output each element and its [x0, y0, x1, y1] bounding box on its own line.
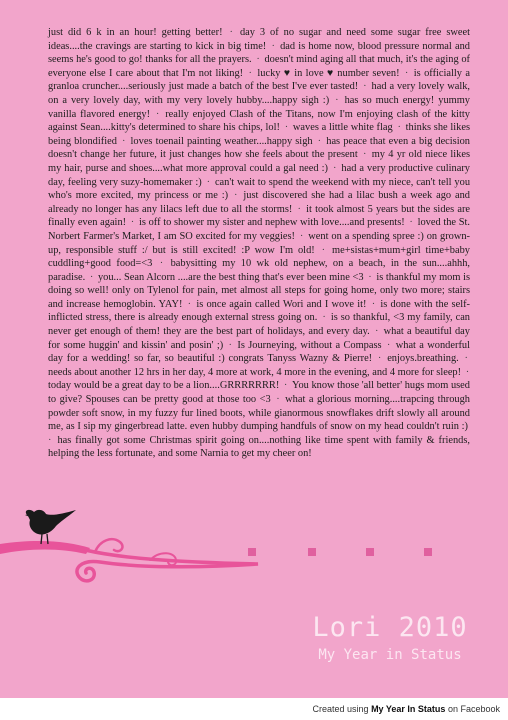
decorative-dot — [424, 548, 432, 556]
status-update: waves a little white flag — [292, 122, 393, 134]
status-separator: · — [359, 149, 370, 161]
status-update: loves toenail painting weather....happy sigh — [130, 135, 313, 147]
page-title: Lori 2010 — [312, 612, 468, 643]
swirl-branch — [0, 544, 258, 581]
status-separator: · — [331, 94, 343, 106]
status-separator: · — [225, 339, 236, 351]
status-update: Is Journeying, without a Compass — [237, 339, 382, 351]
status-separator: · — [184, 298, 195, 310]
status-update: went on a spending spree :) on grown-up, responsible stuff :/ but is still excited! :P wow I'm old! — [48, 230, 471, 256]
status-update: is so thankful, <3 my family, can never get enough of them! they are the best part of holidays, and every day. — [48, 312, 471, 338]
status-update: you... Sean Alcorn ....are the best thing that's ever been mine <3 — [97, 271, 364, 283]
status-update: is officially a granloa cruncher....seriously just made a batch of the best I've ever tasted! — [48, 67, 470, 93]
status-separator: · — [360, 81, 370, 93]
status-update: it took almost 5 years but the sides are finally even again! — [48, 203, 471, 229]
status-separator: · — [314, 135, 325, 147]
status-update: just discovered she had a lilac bush a week ago and already no longer has any lilacs left due to all the storms! — [48, 190, 471, 215]
status-update: had a very productive culinary day, feeling very suzy-homemaker :) — [48, 162, 471, 188]
status-separator: · — [48, 434, 56, 446]
status-update: lucky ♥ in love ♥ number seven! — [257, 67, 400, 79]
status-update: is thankful my mom is doing so well! only on Tylenol for pain, met almost all steps for going home, only two more; stairs and increase hemoglobin. YAY! — [48, 271, 470, 310]
status-update: enjoys.breathing. — [387, 353, 459, 365]
status-update: what a glorious morning....trapcing through powder soft snow, in my fuzzy fur lined boots, while gianormous snowflakes drift slowly all around me, as I sip my gingerbread latte. even hubby dumping handfuls of snow on my head couldn't ruin :) — [48, 394, 471, 433]
status-separator: · — [319, 312, 329, 324]
status-update: me+sistas+mum+girl time+baby cuddling+good food=<3 — [48, 244, 471, 270]
branch-curl-top — [95, 539, 122, 552]
status-separator: · — [329, 162, 340, 174]
footer-prefix: Created using — [312, 704, 369, 714]
status-separator: · — [118, 135, 129, 147]
status-update: is off to shower my sister and nephew with love....and presents! — [138, 217, 405, 229]
footer-suffix: on Facebook — [447, 704, 500, 714]
status-update: what a wonderful day for a wedding! so far, so beautiful :) congrats Tanyss Wazny & Pierre! — [48, 339, 470, 365]
bird-icon — [25, 510, 76, 544]
footer — [0, 698, 508, 720]
status-separator: · — [281, 380, 290, 392]
branch-fill — [0, 541, 90, 554]
status-separator: · — [128, 217, 137, 229]
decorative-dot — [248, 548, 256, 556]
status-separator: · — [463, 366, 470, 378]
status-separator: · — [374, 353, 386, 365]
status-update: doesn't mind aging all that much, it's the aging of everyone else I care about that I'm not liking! — [48, 54, 470, 79]
status-update: had a very lovely walk, on a very lovely day, with my very lovely hubby....happy sigh :) — [48, 81, 471, 106]
decorative-dot — [366, 548, 374, 556]
status-separator: · — [294, 203, 305, 215]
status-separator: · — [253, 54, 263, 66]
status-update: day 3 of no sugar and need some sugar free sweet ideas....the cravings are starting to kick in big time! — [48, 27, 470, 52]
status-update: really enjoyed Clash of the Titans, now I'm enjoying clash of the kitty against Sean....kitty's determined to share his chips, lol! — [48, 108, 471, 134]
status-separator: · — [245, 67, 256, 79]
page-subtitle: My Year in Status — [318, 647, 462, 663]
status-separator: · — [365, 271, 375, 283]
status-separator: · — [152, 108, 164, 120]
footer-credit — [313, 704, 501, 714]
status-separator: · — [316, 244, 330, 256]
status-update: has peace that even a big decision doesn't change her future, it just changes how she feels about the present — [48, 135, 471, 161]
status-separator: · — [368, 298, 379, 310]
status-separator: · — [406, 217, 416, 229]
status-separator: · — [383, 339, 394, 351]
status-update: loved the St. Norbert Farmer's Market, I am SO excited for my veggies! — [48, 217, 471, 242]
status-update: dad is home now, blood pressure normal and seems he's good to go! thanks for all the prayers. — [48, 40, 470, 66]
status-separator: · — [268, 40, 279, 52]
status-separator: · — [272, 394, 284, 406]
status-update: my 4 yr old niece likes my hair, purse and shoes....what more approval could a gal need :) — [48, 149, 471, 174]
status-separator: · — [401, 67, 412, 79]
status-update: You know those 'all better' hugs mom used to give? Spouses can be pretty good at those too <3 — [48, 380, 470, 406]
status-paragraph — [48, 26, 470, 461]
footer-app-link[interactable]: My Year In Status — [371, 704, 446, 714]
bird-on-branch-illustration — [0, 500, 260, 590]
status-separator: · — [460, 353, 468, 365]
status-update: is once again called Wori and I wove it! — [196, 298, 367, 310]
status-separator: · — [230, 190, 242, 202]
status-separator: · — [371, 326, 382, 338]
status-separator: · — [154, 258, 169, 270]
status-separator: · — [87, 271, 96, 283]
status-update: is done with the self-inflicted stress, there is already enough external stress going on. — [48, 298, 471, 324]
decorative-dot — [308, 548, 316, 556]
status-update: just did 6 k in an hour! getting better! — [48, 27, 223, 38]
status-update: today would be a great day to be a lion....GRRRRRRR! — [48, 380, 280, 392]
status-separator: · — [394, 122, 404, 134]
status-separator: · — [224, 27, 238, 38]
status-separator: · — [297, 230, 307, 242]
status-update: can't wait to spend the weekend with my niece, can't tell you who's more excited, my princess or me :) — [48, 176, 471, 202]
status-update: thinks she likes being blondified — [48, 122, 471, 147]
status-update: needs about another 12 hrs in her day, 4 more at work, 4 more in the evening, and 4 more for sleep! — [48, 366, 462, 378]
status-update: what a beautiful day for some huggin' and kissin' and posin' ;) — [48, 326, 470, 351]
status-update: has finally got some Christmas spirit going on....nothing like time spent with family & friends, helping the less fortunate, and some Narnia to get my cheer on! — [48, 434, 470, 460]
status-separator: · — [281, 122, 291, 134]
status-separator: · — [203, 176, 213, 188]
status-update: babysitting my 10 wk old nephew, on a beach, in the sun....ahhh, paradise. — [48, 258, 471, 283]
status-update: has so much energy! yummy vanilla flavored energy! — [48, 94, 471, 120]
